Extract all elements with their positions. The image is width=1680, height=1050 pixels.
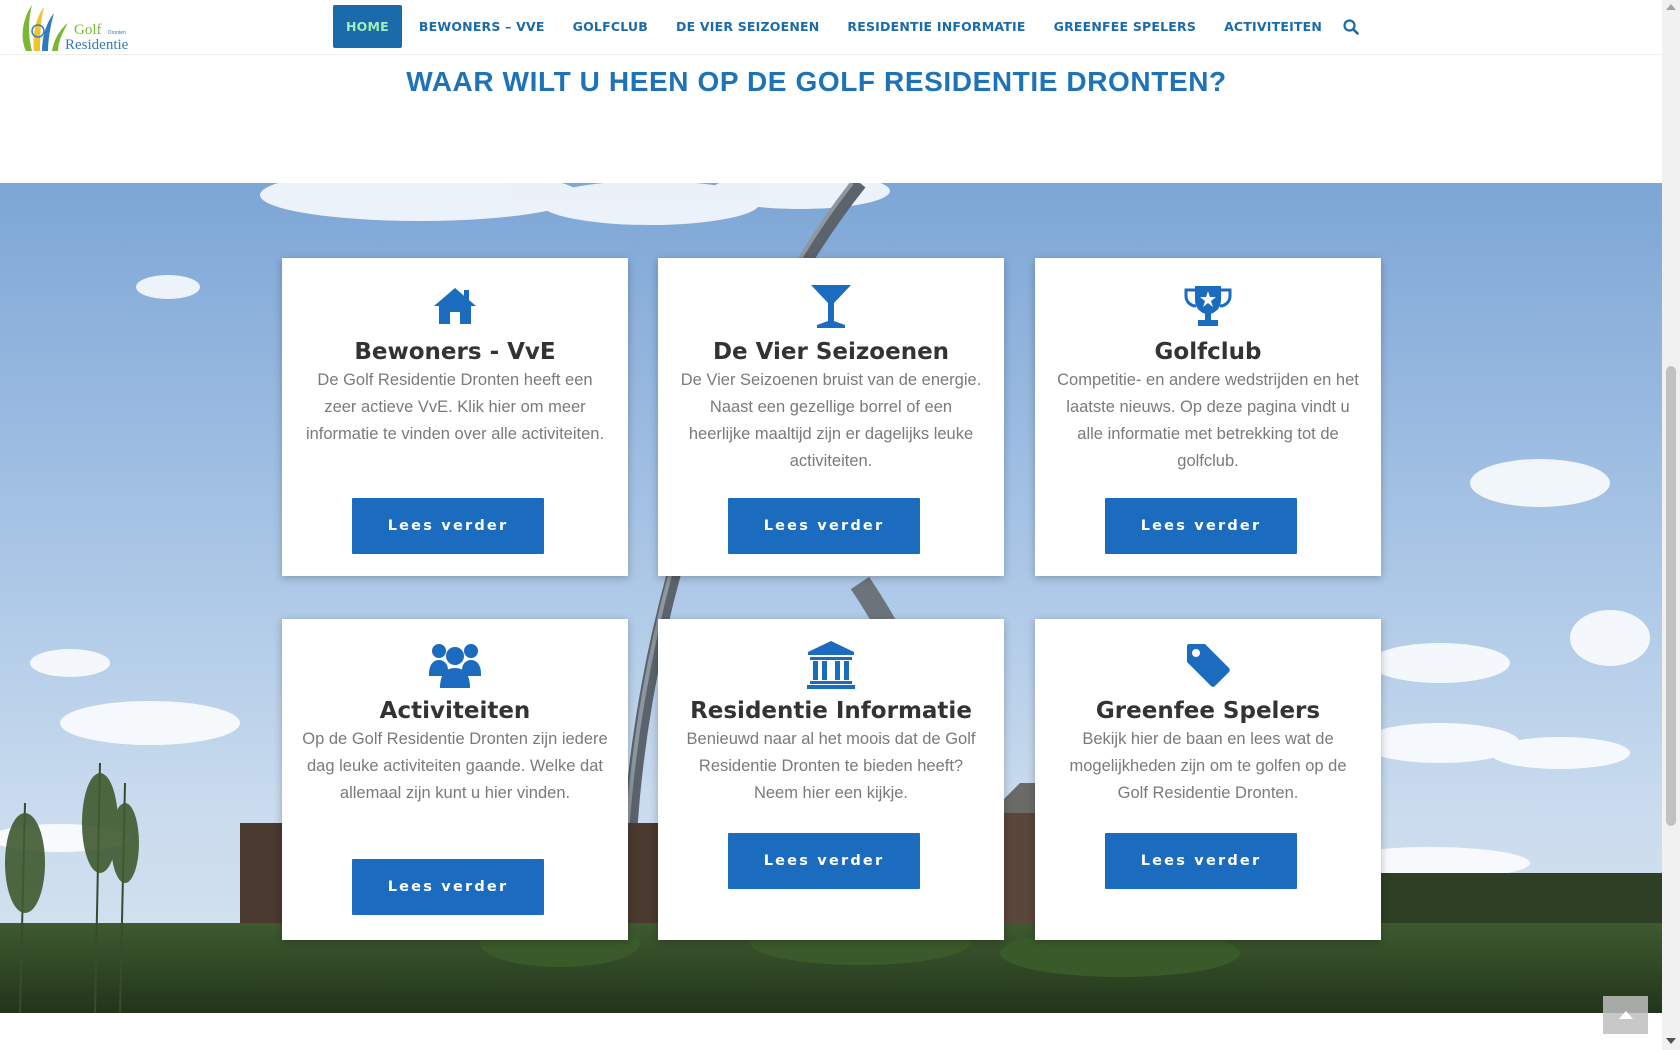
nav-item-activiteiten[interactable]: ACTIVITEITEN [1224,19,1323,34]
page-scrollbar[interactable] [1662,0,1680,1050]
card-de-vier-seizoenen [658,258,1004,576]
lees-verder-button[interactable]: Lees verder [1105,498,1297,554]
card-text: Bekijk hier de baan en lees wat de mogelijkheden zijn om te golfen op de Golf Residentie Dronten. [1069,730,1347,802]
card-residentie-informatie [658,619,1004,940]
scroll-down-arrow[interactable] [1666,1038,1676,1044]
nav-item-de-vier-seizoenen[interactable]: DE VIER SEIZOENEN [676,19,820,34]
chevron-up-icon [1619,1011,1633,1019]
nav-item-residentie-informatie[interactable]: RESIDENTIE INFORMATIE [847,19,1026,34]
tag-icon [1035,641,1381,689]
nav-item-golfclub[interactable]: GOLFCLUB [572,19,648,34]
card-text: Benieuwd naar al het moois dat de Golf Residentie Dronten te bieden heeft? Neem hier een kijkje. [686,730,976,802]
card-text: Op de Golf Residentie Dronten zijn iedere dag leuke activiteiten gaande. Welke dat allemaal zijn kunt u hier vinden. [302,730,608,802]
scroll-thumb[interactable] [1666,366,1676,826]
users-icon [282,641,628,689]
card-bewoners-vve [282,258,628,576]
card-text: Competitie- en andere wedstrijden en het laatste nieuws. Op deze pagina vindt u alle informatie met betrekking tot de golfclub. [1057,371,1359,470]
search-icon[interactable] [1336,5,1366,48]
card-title: De Vier Seizoenen [712,339,950,365]
site-header [0,0,1662,55]
page-title: WAAR WILT U HEEN OP DE GOLF RESIDENTIE DRONTEN? [406,66,1227,97]
trophy-icon [1035,282,1381,330]
card-greenfee-spelers [1035,619,1381,940]
home-icon [282,282,628,330]
nav-item-home[interactable]: HOME [333,5,402,48]
nav-item-bewoners-vve[interactable]: BEWONERS – VVE [418,19,545,34]
logo-text-golf: Golf [74,22,102,38]
card-title: Greenfee Spelers [1095,698,1321,724]
card-golfclub [1035,258,1381,576]
lees-verder-button[interactable]: Lees verder [728,498,920,554]
cocktail-glass-icon [658,282,1004,330]
card-text: De Vier Seizoenen bruist van de energie. Naast een gezellige borrel of een heerlijke maaltijd zijn er dagelijks leuke activiteiten. [680,371,982,470]
card-text: De Golf Residentie Dronten heeft een zeer actieve VvE. Klik hier om meer informatie te vinden over alle activiteiten. [305,371,605,443]
lees-verder-button[interactable]: Lees verder [352,859,544,915]
hero-section [0,183,1662,1013]
logo-text-residentie: Residentie [65,37,129,53]
lees-verder-button[interactable]: Lees verder [728,833,920,889]
card-title: Bewoners - VvE [354,339,556,365]
institution-icon [658,641,1004,689]
lees-verder-button[interactable]: Lees verder [1105,833,1297,889]
scroll-up-arrow[interactable] [1666,4,1676,10]
main-nav [333,5,1366,48]
site-logo[interactable] [18,1,138,53]
lees-verder-button[interactable]: Lees verder [352,498,544,554]
nav-item-greenfee-spelers[interactable]: GREENFEE SPELERS [1053,19,1197,34]
card-title: Golfclub [1154,339,1262,365]
card-title: Activiteiten [379,698,531,724]
back-to-top-button[interactable] [1603,996,1648,1034]
logo-text-dronten: Dronten [108,30,126,36]
card-activiteiten [282,619,628,940]
card-title: Residentie Informatie [690,698,972,724]
